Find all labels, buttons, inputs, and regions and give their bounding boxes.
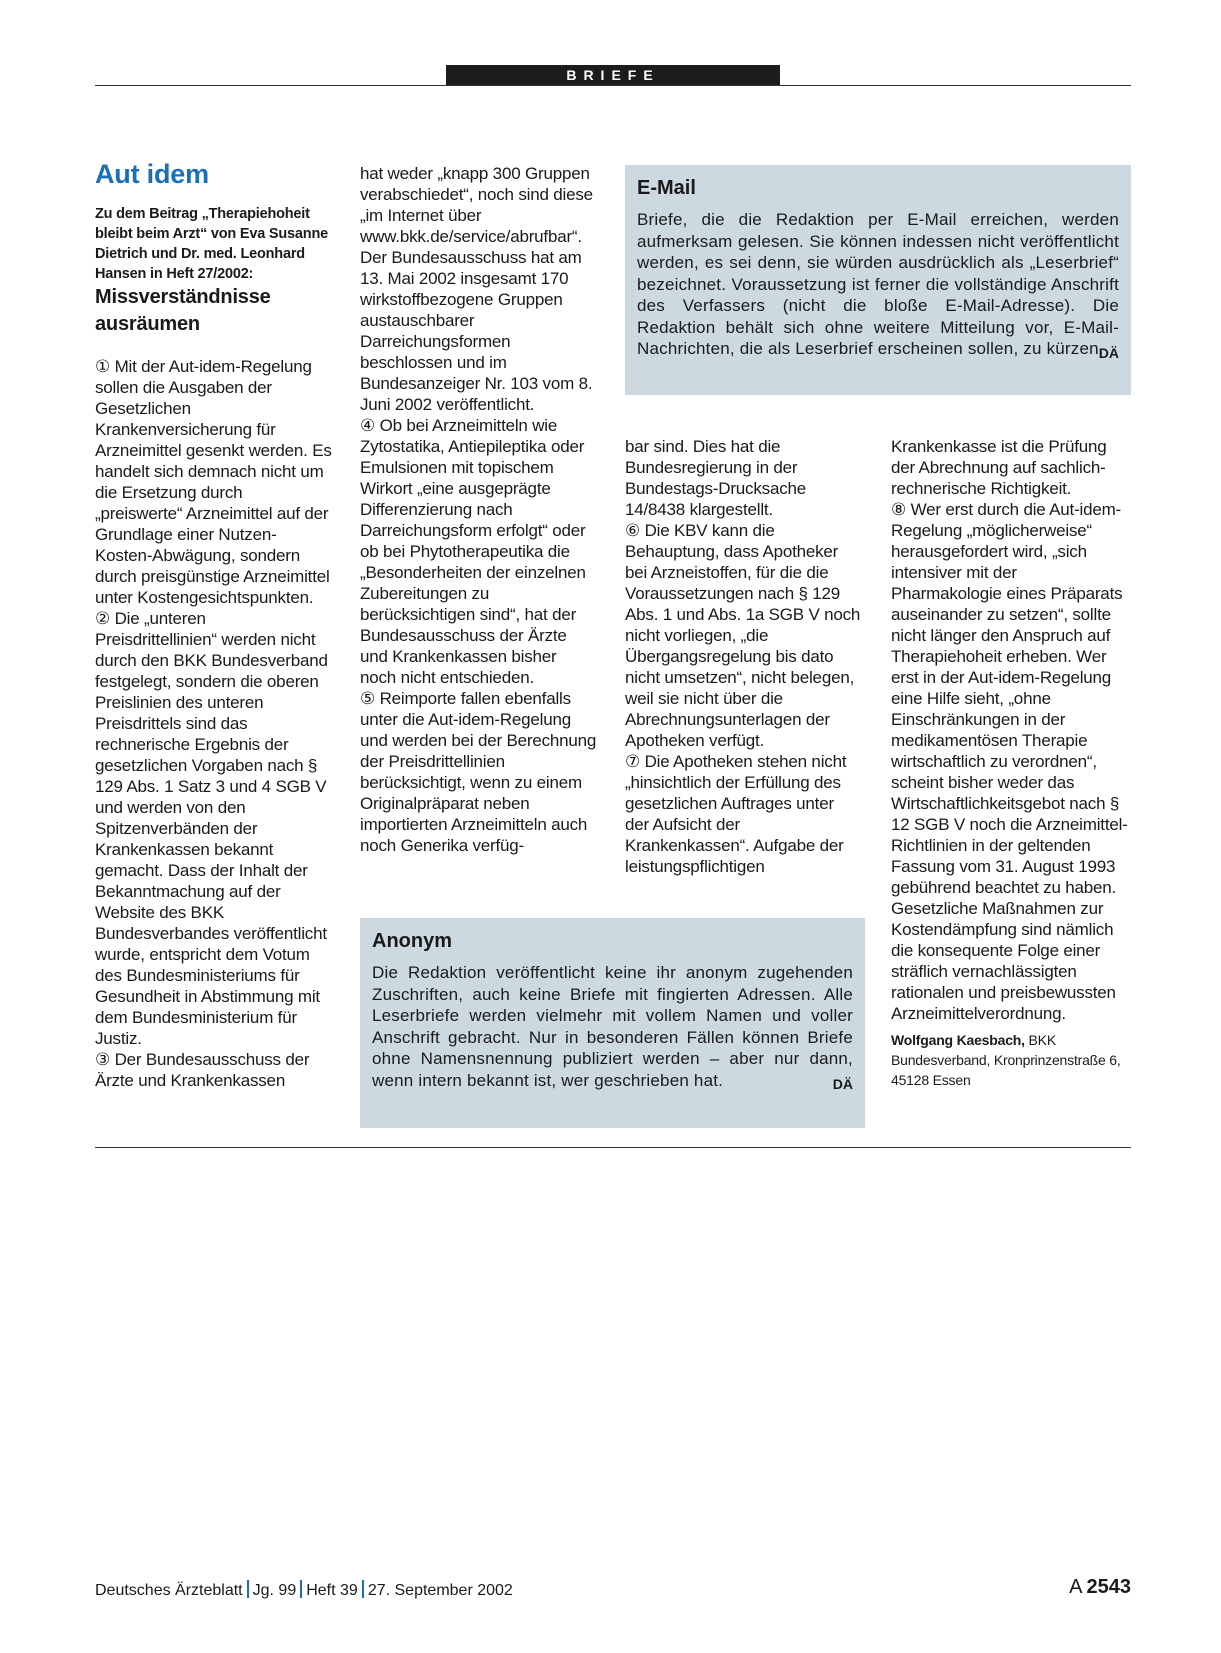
- footer-separator: [247, 1580, 249, 1598]
- article-title: Aut idem: [95, 159, 209, 189]
- article-column-2: [360, 163, 597, 856]
- author-name: Wolfgang Kaesbach,: [891, 1032, 1025, 1048]
- paragraph: ⑧ Wer erst durch die Aut-idem-Regelung „möglicherweise“ herausgefordert wird, „sich intensiver mit der Pharmakologie eines Präparats auseinander zu setzen“, sollte nicht länger den Anspruch auf Therapiehoheit erheben. Wer erst in der Aut-idem-Regelung eine Hilfe sieht, „ohne Einschränkungen in der medikamentösen Therapie wirtschaftlich zu verordnen“, scheint bisher weder das Wirtschaftlichkeitsgebot nach § 12 SGB V noch die Arzneimittel-Richtlinien in der geltenden Fassung vom 31. August 1993 gebührend beachtet zu haben. Gesetzliche Maßnahmen zur Kostendämpfung sind nämlich die konsequente Folge einer sträflich vernachlässigten rationalen und preisbewussten Arzneimittelverordnung.: [891, 500, 1128, 1023]
- email-info-box: [625, 165, 1131, 395]
- author-address: BKK Bundesverband, Kronprinzenstraße 6, 45128 Essen: [891, 1032, 1121, 1088]
- page-number-value: 2543: [1086, 1576, 1131, 1598]
- paragraph: ⑤ Reimporte fallen ebenfalls unter die Aut-idem-Regelung und werden bei der Berechnung der Preisdrittellinien berücksichtigt, wenn zu einem Originalpräparat neben importierten Arzneimitteln auch noch Generika verfüg-: [360, 689, 597, 855]
- article-column-3: [625, 436, 862, 877]
- footer-separator: [300, 1580, 302, 1598]
- footer: [95, 1580, 513, 1601]
- footer-issue: Heft 39: [306, 1582, 358, 1599]
- article-column-4: [891, 436, 1131, 1090]
- page-prefix: A: [1069, 1576, 1083, 1598]
- anonym-box-signature: DÄ: [832, 1076, 853, 1092]
- article-reference: Zu dem Beitrag „Therapiehoheit bleibt beim Arzt“ von Eva Susanne Dietrich und Dr. med. Leonhard Hansen in Heft 27/2002:: [95, 206, 328, 282]
- article-column-1: [95, 158, 332, 1091]
- paragraph: Krankenkasse ist die Prüfung der Abrechnung auf sachlich-rechnerische Richtigkeit.: [891, 437, 1107, 498]
- article-subtitle: Missverständnisse ausräumen: [95, 286, 271, 335]
- footer-journal: Deutsches Ärzteblatt: [95, 1582, 243, 1599]
- header-rule: [95, 85, 1131, 86]
- anonym-box-text: Die Redaktion veröffentlicht keine ihr anonym zugehenden Zuschriften, auch keine Briefe mit fingierten Adressen. Alle Leserbriefe werden vielmehr mit vollem Namen und voller Anschrift gebracht. Nur in besonderen Fällen können Briefe ohne Namensnennung publiziert werden – aber nur dann, wenn intern bekannt ist, wer geschrieben hat.: [372, 963, 853, 1090]
- author-signature: [891, 1030, 1131, 1090]
- paragraph: ④ Ob bei Arzneimitteln wie Zytostatika, Antiepileptika oder Emulsionen mit topischem Wirkort „eine ausgeprägte Differenzierung nach Darreichungsform erfolgt“ oder ob bei Phytotherapeutika die „Besonderheiten der einzelnen Zubereitungen zu berücksichtigen sind“, hat der Bundesausschuss der Ärzte und Krankenkassen bisher noch nicht entschieden.: [360, 416, 586, 687]
- email-box-signature: DÄ: [1098, 344, 1119, 361]
- paragraph: ⑦ Die Apotheken stehen nicht „hinsichtlich der Erfüllung des gesetzlichen Auftrages unter der Aufsicht der Krankenkassen“. Aufgabe der leistungspflichtigen: [625, 752, 847, 876]
- paragraph: bar sind. Dies hat die Bundesregierung in der Bundestags-Drucksache 14/8438 klargestellt.: [625, 437, 807, 519]
- paragraph: ② Die „unteren Preisdrittellinien“ werden nicht durch den BKK Bundesverband festgelegt, sondern die oberen Preislinien des unteren Preisdrittels sind das rechnerische Ergebnis der gesetzlichen Vorgaben nach § 129 Abs. 1 Satz 3 und 4 SGB V und werden von den Spitzenverbänden der Krankenkassen bekannt gemacht. Dass der Inhalt der Bekanntmachung auf der Website des BKK Bundesverbandes veröffentlicht wurde, entspricht dem Votum des Bundesministeriums für Gesundheit in Abstimmung mit dem Bundesministerium für Justiz.: [95, 609, 328, 1048]
- anonym-info-box: [360, 918, 865, 1128]
- anonym-box-title: Anonym: [372, 930, 452, 952]
- footer-volume: Jg. 99: [252, 1582, 297, 1599]
- email-box-text: Briefe, die die Redaktion per E-Mail erreichen, werden aufmerksam gelesen. Sie können indessen nicht veröffentlicht werden, es sei denn, sie würden ausdrücklich als „Leserbrief“ bezeichnet. Voraussetzung ist ferner die vollständige Anschrift des Verfassers (nicht die bloße E-Mail-Adresse). Die Redaktion behält sich ohne weitere Mitteilung vor, E-Mail-Nachrichten, die als Leserbrief erscheinen sollen, zu kürzen.: [637, 210, 1119, 358]
- footer-separator: [362, 1580, 364, 1598]
- paragraph: ⑥ Die KBV kann die Behauptung, dass Apotheker bei Arzneistoffen, für die die Voraussetzungen nach § 129 Abs. 1 und Abs. 1a SGB V noch nicht vorliegen, „die Übergangsregelung bis dato nicht umsetzen“, nicht belegen, weil sie nicht über die Abrechnungsunterlagen der Apotheken verfügt.: [625, 521, 861, 750]
- page-number: [1060, 1576, 1131, 1599]
- email-box-title: E-Mail: [637, 177, 696, 199]
- section-label: BRIEFE: [446, 65, 780, 86]
- paragraph: ① Mit der Aut-idem-Regelung sollen die Ausgaben der Gesetzlichen Krankenversicherung für Arzneimittel gesenkt werden. Es handelt sich demnach nicht um die Ersetzung durch „preiswerte“ Arzneimittel auf der Grundlage einer Nutzen-Kosten-Abwägung, sondern durch preisgünstige Arzneimittel unter Kostengesichtspunkten.: [95, 357, 332, 607]
- bottom-rule: [95, 1147, 1131, 1148]
- footer-date: 27. September 2002: [367, 1582, 513, 1599]
- paragraph: ③ Der Bundesausschuss der Ärzte und Krankenkassen: [95, 1050, 310, 1090]
- paragraph: hat weder „knapp 300 Gruppen verabschiedet“, noch sind diese „im Internet über www.bkk.de/service/abrufbar“. Der Bundesausschuss hat am 13. Mai 2002 insgesamt 170 wirkstoffbezogene Gruppen austauschbarer Darreichungsformen beschlossen und im Bundesanzeiger Nr. 103 vom 8. Juni 2002 veröffentlicht.: [360, 164, 593, 414]
